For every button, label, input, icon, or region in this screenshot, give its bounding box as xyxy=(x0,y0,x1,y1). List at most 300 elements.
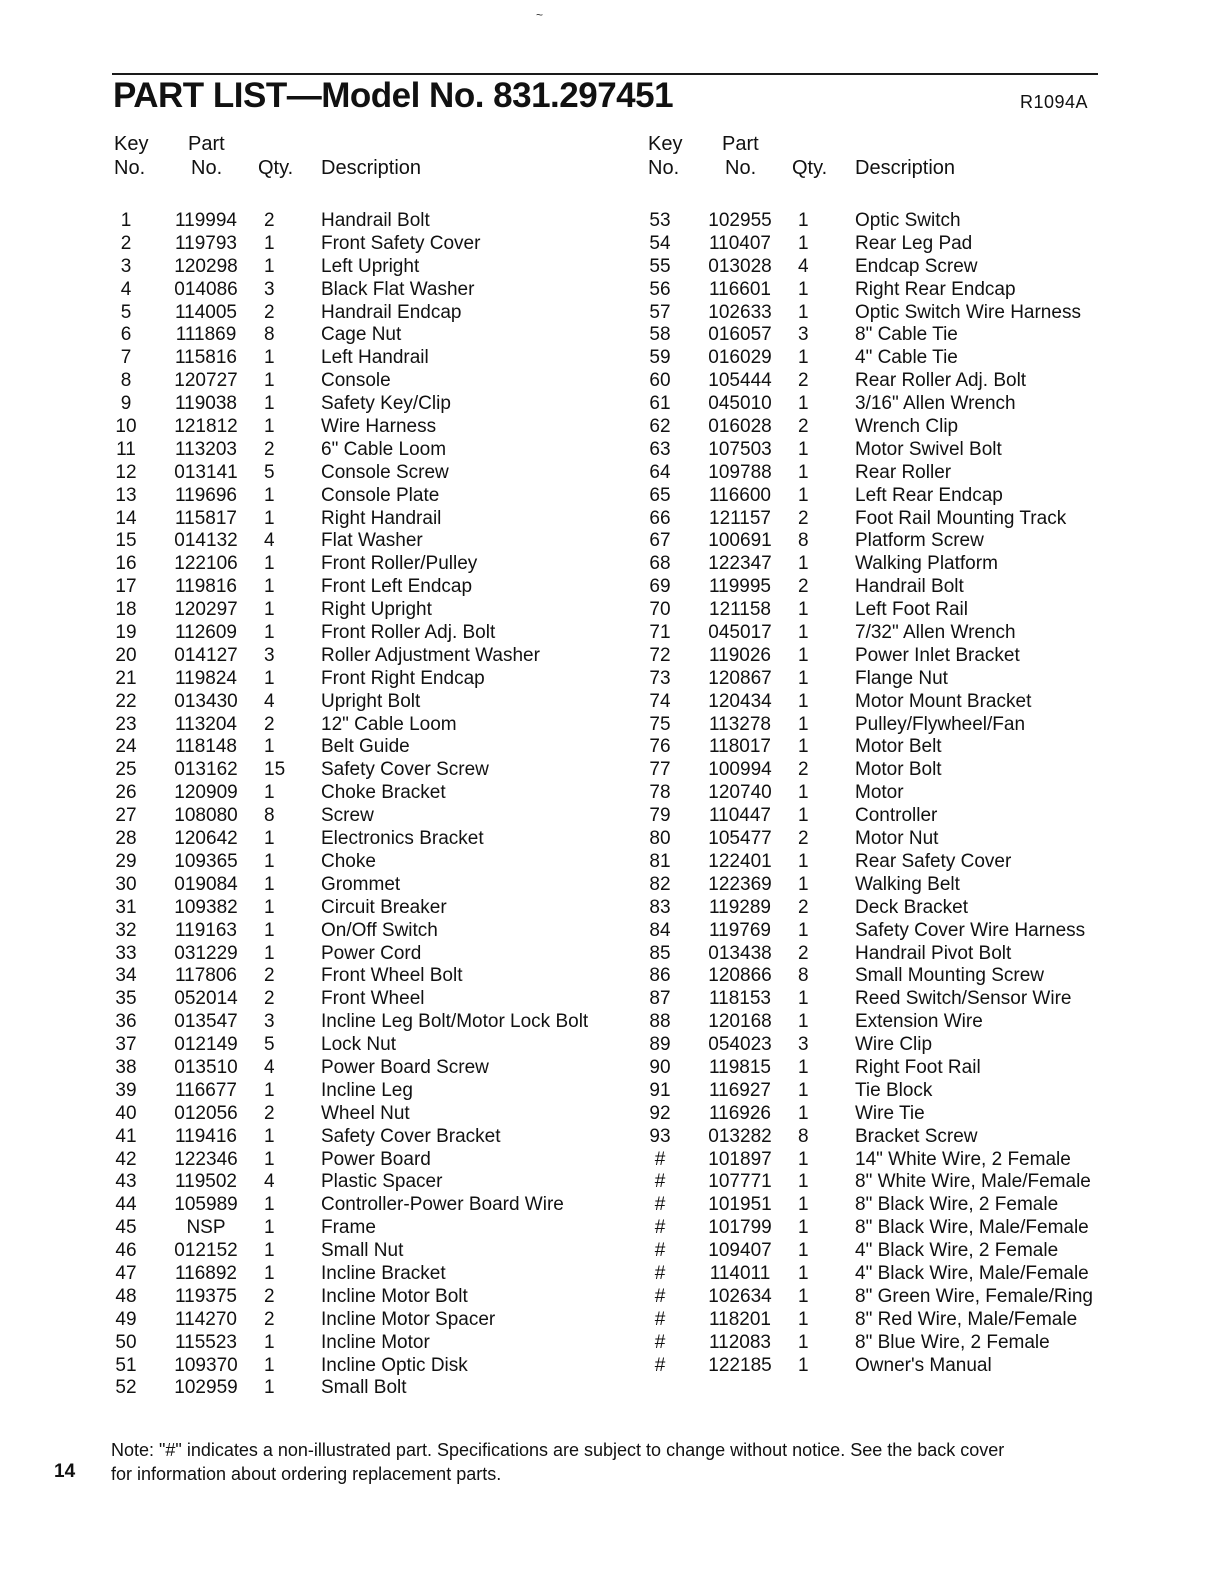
part-number: 013510 xyxy=(174,1056,238,1078)
description: Extension Wire xyxy=(855,1011,983,1033)
description: 8" Blue Wire, 2 Female xyxy=(855,1331,1050,1353)
quantity: 1 xyxy=(264,576,275,598)
part-number: 118017 xyxy=(709,736,771,758)
description: Motor xyxy=(855,782,904,804)
title-rule xyxy=(112,73,1098,75)
description: Power Board Screw xyxy=(321,1056,489,1078)
quantity: 1 xyxy=(264,1354,275,1376)
quantity: 1 xyxy=(798,1354,809,1376)
key-number: 67 xyxy=(649,530,671,552)
description: Handrail Bolt xyxy=(321,210,430,231)
description: Right Upright xyxy=(321,599,432,621)
quantity: 1 xyxy=(264,1240,275,1262)
key-number: 46 xyxy=(115,1240,137,1262)
key-number: 63 xyxy=(649,438,671,460)
quantity: 2 xyxy=(798,759,809,781)
key-number: 28 xyxy=(115,828,137,850)
key-number: 84 xyxy=(649,919,671,941)
part-number: 119416 xyxy=(175,1125,237,1147)
footnote-line-1: Note: "#" indicates a non-illustrated part. Specifications are subject to change without notice. See the back cover xyxy=(111,1440,1005,1460)
key-number: 44 xyxy=(115,1194,137,1216)
quantity: 1 xyxy=(798,1011,809,1033)
description: Front Wheel xyxy=(321,988,425,1010)
part-number: 109407 xyxy=(708,1240,772,1262)
page-title: PART LIST—Model No. 831.297451 xyxy=(113,76,674,115)
description: 8" Red Wire, Male/Female xyxy=(855,1308,1078,1330)
page-number: 14 xyxy=(54,1461,76,1482)
quantity: 1 xyxy=(798,873,809,895)
quantity: 4 xyxy=(264,530,275,552)
part-number: 115817 xyxy=(175,507,237,529)
key-number: 17 xyxy=(115,576,137,598)
quantity: 3 xyxy=(798,324,809,346)
part-number: 119769 xyxy=(709,919,771,941)
part-number: 013438 xyxy=(708,942,772,964)
quantity: 2 xyxy=(798,576,809,598)
description: Incline Motor Bolt xyxy=(321,1285,468,1307)
quantity: 1 xyxy=(798,1308,809,1330)
description: Console Plate xyxy=(321,484,440,506)
key-number: 60 xyxy=(649,370,671,392)
description: Front Safety Cover xyxy=(321,232,481,254)
part-number: 122401 xyxy=(708,850,772,872)
description: Incline Leg Bolt/Motor Lock Bolt xyxy=(321,1011,589,1033)
key-number: 1 xyxy=(120,210,132,231)
description: Belt Guide xyxy=(321,736,410,758)
description: Walking Belt xyxy=(855,873,960,895)
part-number: 107771 xyxy=(708,1171,772,1193)
description: Motor Bolt xyxy=(855,759,942,781)
description: 7/32" Allen Wrench xyxy=(855,622,1016,644)
quantity: 1 xyxy=(264,919,275,941)
description: Screw xyxy=(321,805,374,827)
quantity: 1 xyxy=(264,828,275,850)
quantity: 1 xyxy=(264,942,275,964)
part-number: 114270 xyxy=(175,1308,237,1330)
description: Left Rear Endcap xyxy=(855,484,1003,506)
part-number: 016028 xyxy=(708,416,772,438)
part-number: 119995 xyxy=(709,576,771,598)
quantity: 4 xyxy=(264,1171,275,1193)
description: Power Board xyxy=(321,1148,431,1170)
part-number: 115523 xyxy=(175,1331,237,1353)
key-number: 75 xyxy=(649,713,671,735)
part-number: 101897 xyxy=(708,1148,772,1170)
quantity: 1 xyxy=(264,873,275,895)
quantity: 2 xyxy=(264,1102,275,1124)
key-number: 81 xyxy=(649,850,671,872)
description: Front Left Endcap xyxy=(321,576,473,598)
part-number: 113204 xyxy=(175,713,237,735)
key-number: 78 xyxy=(649,782,671,804)
description: Pulley/Flywheel/Fan xyxy=(855,713,1026,735)
quantity: 1 xyxy=(798,644,809,666)
description: Electronics Bracket xyxy=(321,828,484,850)
part-number: 108080 xyxy=(174,805,238,827)
quantity: 1 xyxy=(798,210,809,231)
description: Incline Optic Disk xyxy=(321,1354,468,1376)
description: Flange Nut xyxy=(855,667,948,689)
part-number: 119502 xyxy=(175,1171,237,1193)
part-number: 100994 xyxy=(708,759,772,781)
quantity: 1 xyxy=(798,278,809,300)
part-number: 118201 xyxy=(709,1308,771,1330)
description: Optic Switch Wire Harness xyxy=(855,301,1081,323)
header-key-line1: Key xyxy=(114,133,149,155)
key-number: 61 xyxy=(649,393,671,415)
part-number: 121158 xyxy=(709,599,771,621)
description: Incline Leg xyxy=(321,1079,413,1101)
quantity: 1 xyxy=(798,988,809,1010)
key-number: 35 xyxy=(115,988,137,1010)
key-number: # xyxy=(654,1308,666,1330)
key-number: 90 xyxy=(649,1056,671,1078)
part-number: 121812 xyxy=(174,416,238,438)
part-number: 120298 xyxy=(174,255,238,277)
part-number: 115816 xyxy=(175,347,237,369)
quantity: 1 xyxy=(798,919,809,941)
quantity: 1 xyxy=(264,1148,275,1170)
key-number: # xyxy=(654,1171,666,1193)
part-number: 013547 xyxy=(174,1011,238,1033)
part-number: 102955 xyxy=(708,210,772,231)
description: Left Foot Rail xyxy=(855,599,968,621)
quantity: 2 xyxy=(798,828,809,850)
quantity: 1 xyxy=(264,1262,275,1284)
key-number: 76 xyxy=(649,736,671,758)
part-number: 119824 xyxy=(175,667,237,689)
document-code: R1094A xyxy=(1020,92,1089,112)
part-number: 119163 xyxy=(175,919,237,941)
key-number: 69 xyxy=(649,576,671,598)
quantity: 1 xyxy=(264,1194,275,1216)
description: Circuit Breaker xyxy=(321,896,447,918)
description: Deck Bracket xyxy=(855,896,968,918)
part-number: 112609 xyxy=(175,622,237,644)
key-number: # xyxy=(654,1331,666,1353)
key-number: 91 xyxy=(649,1079,671,1101)
quantity: 1 xyxy=(264,1331,275,1353)
part-number: 105477 xyxy=(708,828,772,850)
key-number: 20 xyxy=(115,644,137,666)
quantity: 4 xyxy=(264,690,275,712)
description: 8" Green Wire, Female/Ring xyxy=(855,1285,1093,1307)
description: Controller xyxy=(855,805,938,827)
part-number: 120168 xyxy=(708,1011,772,1033)
description: Plastic Spacer xyxy=(321,1171,443,1193)
description: Handrail Pivot Bolt xyxy=(855,942,1012,964)
part-number: 107503 xyxy=(708,438,772,460)
part-number: 119994 xyxy=(175,210,237,231)
description: Rear Roller xyxy=(855,461,952,483)
quantity: 8 xyxy=(798,530,809,552)
key-number: 33 xyxy=(115,942,137,964)
key-number: # xyxy=(654,1148,666,1170)
key-number: 48 xyxy=(115,1285,137,1307)
quantity: 2 xyxy=(798,370,809,392)
quantity: 1 xyxy=(264,255,275,277)
description: Power Inlet Bracket xyxy=(855,644,1020,666)
description: Wire Tie xyxy=(855,1102,925,1124)
part-number: 045017 xyxy=(708,622,772,644)
part-number: 111869 xyxy=(175,324,237,346)
quantity: 1 xyxy=(798,805,809,827)
part-number: 105444 xyxy=(708,370,772,392)
part-number: 012056 xyxy=(174,1102,238,1124)
key-number: 27 xyxy=(115,805,137,827)
description: Console xyxy=(321,370,391,392)
part-number: 120740 xyxy=(708,782,772,804)
quantity: 1 xyxy=(798,713,809,735)
part-number: NSP xyxy=(186,1217,226,1239)
quantity: 1 xyxy=(798,347,809,369)
quantity: 1 xyxy=(798,1079,809,1101)
part-number: 119026 xyxy=(709,644,771,666)
quantity: 2 xyxy=(264,210,275,231)
description: Small Bolt xyxy=(321,1377,407,1399)
quantity: 1 xyxy=(798,301,809,323)
part-number: 109382 xyxy=(174,896,238,918)
quantity: 1 xyxy=(798,553,809,575)
quantity: 2 xyxy=(798,507,809,529)
header-qty: Qty. xyxy=(792,157,828,179)
footnote xyxy=(111,1438,1111,1486)
quantity: 1 xyxy=(798,622,809,644)
part-number: 102633 xyxy=(708,301,772,323)
quantity: 1 xyxy=(798,1331,809,1353)
part-number: 116892 xyxy=(175,1262,237,1284)
part-number: 120297 xyxy=(174,599,238,621)
quantity: 3 xyxy=(264,644,275,666)
quantity: 1 xyxy=(264,393,275,415)
part-number: 119815 xyxy=(709,1056,771,1078)
part-number: 120866 xyxy=(708,965,772,987)
header-key-line2: No. xyxy=(648,157,680,179)
part-number: 013162 xyxy=(174,759,238,781)
key-number: 51 xyxy=(115,1354,137,1376)
description: Cage Nut xyxy=(321,324,402,346)
key-number: 88 xyxy=(649,1011,671,1033)
quantity: 1 xyxy=(798,461,809,483)
quantity: 2 xyxy=(264,988,275,1010)
part-number: 101951 xyxy=(708,1194,772,1216)
quantity: 2 xyxy=(264,1285,275,1307)
quantity: 1 xyxy=(798,393,809,415)
quantity: 1 xyxy=(264,782,275,804)
key-number: 50 xyxy=(115,1331,137,1353)
part-number: 119038 xyxy=(175,393,237,415)
quantity: 4 xyxy=(264,1056,275,1078)
key-number: 16 xyxy=(115,553,137,575)
description: Incline Motor Spacer xyxy=(321,1308,496,1330)
quantity: 8 xyxy=(264,324,275,346)
quantity: 2 xyxy=(264,965,275,987)
key-number: 43 xyxy=(115,1171,137,1193)
quantity: 1 xyxy=(798,850,809,872)
description: Small Nut xyxy=(321,1240,404,1262)
quantity: 1 xyxy=(798,1171,809,1193)
part-number: 045010 xyxy=(708,393,772,415)
key-number: 58 xyxy=(649,324,671,346)
part-number: 119375 xyxy=(175,1285,237,1307)
key-number: # xyxy=(654,1285,666,1307)
part-number: 120867 xyxy=(708,667,772,689)
key-number: 45 xyxy=(115,1217,137,1239)
description: Bracket Screw xyxy=(855,1125,978,1147)
description: Wheel Nut xyxy=(321,1102,410,1124)
key-number: 68 xyxy=(649,553,671,575)
part-number: 121157 xyxy=(709,507,771,529)
part-number: 019084 xyxy=(174,873,238,895)
part-number: 014132 xyxy=(174,530,238,552)
key-number: 19 xyxy=(115,622,137,644)
quantity: 8 xyxy=(264,805,275,827)
description: 8" Cable Tie xyxy=(855,324,958,346)
key-number: 86 xyxy=(649,965,671,987)
key-number: 85 xyxy=(649,942,671,964)
description: Front Roller Adj. Bolt xyxy=(321,622,496,644)
key-number: 29 xyxy=(115,850,137,872)
key-number: 5 xyxy=(120,301,132,323)
key-number: 92 xyxy=(649,1102,671,1124)
header-key-line2: No. xyxy=(114,157,146,179)
key-number: 10 xyxy=(115,416,137,438)
quantity: 1 xyxy=(798,1148,809,1170)
key-number: # xyxy=(654,1354,666,1376)
description: Endcap Screw xyxy=(855,255,978,277)
header-part-line2: No. xyxy=(191,157,223,179)
key-number: 22 xyxy=(115,690,137,712)
part-number: 119289 xyxy=(709,896,771,918)
description: Wire Harness xyxy=(321,416,437,438)
description: Right Foot Rail xyxy=(855,1056,981,1078)
part-number: 114011 xyxy=(709,1262,771,1284)
key-number: 59 xyxy=(649,347,671,369)
key-number: 15 xyxy=(115,530,137,552)
quantity: 2 xyxy=(264,713,275,735)
quantity: 1 xyxy=(264,667,275,689)
description: Console Screw xyxy=(321,461,449,483)
description: 4" Black Wire, 2 Female xyxy=(855,1240,1059,1262)
key-number: 82 xyxy=(649,873,671,895)
description: 4" Cable Tie xyxy=(855,347,958,369)
description: 8" Black Wire, Male/Female xyxy=(855,1217,1089,1239)
description: Choke xyxy=(321,850,376,872)
quantity: 2 xyxy=(264,301,275,323)
description: Incline Bracket xyxy=(321,1262,446,1284)
quantity: 1 xyxy=(264,1217,275,1239)
part-number: 120909 xyxy=(174,782,238,804)
description: 6" Cable Loom xyxy=(321,438,447,460)
part-number: 054023 xyxy=(708,1034,772,1056)
key-number: 83 xyxy=(649,896,671,918)
key-number: 7 xyxy=(120,347,132,369)
description: Rear Roller Adj. Bolt xyxy=(855,370,1027,392)
key-number: 2 xyxy=(120,232,132,254)
description: Optic Switch xyxy=(855,210,961,231)
key-number: 13 xyxy=(115,484,137,506)
part-number: 016057 xyxy=(708,324,772,346)
description: Frame xyxy=(321,1217,376,1239)
part-number: 122106 xyxy=(174,553,238,575)
quantity: 8 xyxy=(798,1125,809,1147)
key-number: 77 xyxy=(649,759,671,781)
part-number: 052014 xyxy=(174,988,238,1010)
part-number: 031229 xyxy=(174,942,238,964)
quantity: 1 xyxy=(798,1194,809,1216)
part-number: 120434 xyxy=(708,690,772,712)
part-number: 120642 xyxy=(174,828,238,850)
quantity: 1 xyxy=(798,438,809,460)
part-number: 116927 xyxy=(709,1079,771,1101)
quantity: 8 xyxy=(798,965,809,987)
quantity: 1 xyxy=(798,1102,809,1124)
key-number: 9 xyxy=(120,393,132,415)
key-number: 6 xyxy=(120,324,132,346)
description: Handrail Endcap xyxy=(321,301,462,323)
quantity: 1 xyxy=(264,232,275,254)
description: Upright Bolt xyxy=(321,690,421,712)
part-number: 105989 xyxy=(174,1194,238,1216)
header-description: Description xyxy=(321,157,422,179)
key-number: 24 xyxy=(115,736,137,758)
part-number: 116601 xyxy=(709,278,771,300)
key-number: 49 xyxy=(115,1308,137,1330)
key-number: 8 xyxy=(120,370,132,392)
description: Safety Cover Bracket xyxy=(321,1125,501,1147)
description: Wrench Clip xyxy=(855,416,959,438)
quantity: 3 xyxy=(264,1011,275,1033)
quantity: 1 xyxy=(264,1079,275,1101)
part-number: 101799 xyxy=(708,1217,772,1239)
part-number: 118148 xyxy=(175,736,237,758)
quantity: 1 xyxy=(264,736,275,758)
key-number: 18 xyxy=(115,599,137,621)
key-number: 62 xyxy=(649,416,671,438)
part-number: 013430 xyxy=(174,690,238,712)
description: Platform Screw xyxy=(855,530,984,552)
description: Left Upright xyxy=(321,255,420,277)
header-part-line1: Part xyxy=(188,133,225,155)
description: Wire Clip xyxy=(855,1034,933,1056)
part-number: 122369 xyxy=(708,873,772,895)
description: Choke Bracket xyxy=(321,782,446,804)
key-number: 79 xyxy=(649,805,671,827)
key-number: # xyxy=(654,1262,666,1284)
key-number: 72 xyxy=(649,644,671,666)
key-number: 57 xyxy=(649,301,671,323)
header-key-line1: Key xyxy=(648,133,683,155)
part-number: 109365 xyxy=(174,850,238,872)
part-number: 119793 xyxy=(175,232,237,254)
quantity: 1 xyxy=(264,850,275,872)
part-number: 122185 xyxy=(708,1354,772,1376)
description: Handrail Bolt xyxy=(855,576,964,598)
key-number: 89 xyxy=(649,1034,671,1056)
quantity: 1 xyxy=(264,553,275,575)
quantity: 1 xyxy=(264,347,275,369)
quantity: 1 xyxy=(264,1377,275,1399)
key-number: 14 xyxy=(115,507,137,529)
key-number: 71 xyxy=(649,622,671,644)
key-number: 32 xyxy=(115,919,137,941)
quantity: 1 xyxy=(798,1240,809,1262)
key-number: 34 xyxy=(115,965,137,987)
key-number: 36 xyxy=(115,1011,137,1033)
part-number: 109788 xyxy=(708,461,772,483)
part-number: 100691 xyxy=(708,530,772,552)
quantity: 1 xyxy=(264,484,275,506)
